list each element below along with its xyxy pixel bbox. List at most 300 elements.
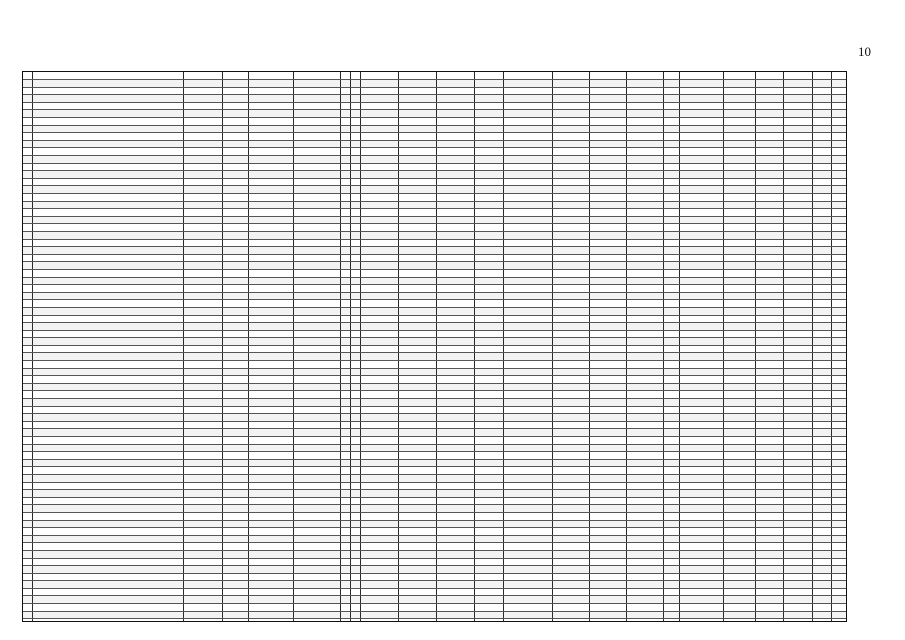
table-cell [627,178,664,186]
table-cell [350,125,360,133]
table-cell [436,459,474,467]
table-cell [590,505,627,513]
table-cell [813,391,832,399]
table-cell [474,80,503,88]
table-cell [832,262,847,270]
table-cell [724,482,756,490]
table-cell [553,118,590,126]
table-cell [756,467,784,475]
table-cell [627,490,664,498]
table-cell [813,95,832,103]
table-cell [32,110,183,118]
table-cell [756,543,784,551]
table-cell [183,140,222,148]
table-cell [474,520,503,528]
table-cell [350,368,360,376]
table-cell [293,497,340,505]
table-cell [664,102,680,110]
table-cell [680,315,724,323]
table-cell [248,330,293,338]
table-cell [784,254,813,262]
table-cell [360,178,398,186]
table-cell [398,156,436,164]
table-cell [813,505,832,513]
table-cell [832,338,847,346]
table-row [23,72,847,80]
table-cell [474,307,503,315]
table-cell [553,315,590,323]
table-cell [503,277,552,285]
table-cell [183,353,222,361]
table-cell [398,231,436,239]
table-cell [293,459,340,467]
table-cell [350,269,360,277]
table-cell [474,588,503,596]
table-cell [813,209,832,217]
table-row [23,209,847,217]
table-cell [724,588,756,596]
table-cell [436,543,474,551]
table-cell [340,520,350,528]
table-cell [590,300,627,308]
table-cell [627,528,664,536]
table-cell [503,72,552,80]
table-cell [627,277,664,285]
table-cell [360,596,398,604]
table-cell [627,535,664,543]
table-cell [398,194,436,202]
table-cell [350,497,360,505]
table-cell [248,118,293,126]
table-row [23,201,847,209]
table-cell [183,209,222,217]
table-cell [503,95,552,103]
table-cell [248,95,293,103]
table-cell [627,497,664,505]
table-cell [398,497,436,505]
table-cell [183,201,222,209]
table-cell [350,391,360,399]
table-cell [813,596,832,604]
table-cell [293,125,340,133]
table-cell [553,406,590,414]
table-cell [627,619,664,622]
table-cell [724,247,756,255]
table-cell [350,118,360,126]
table-cell [360,201,398,209]
table-cell [398,573,436,581]
table-cell [627,520,664,528]
table-cell [222,376,248,384]
table-cell [474,224,503,232]
table-cell [590,315,627,323]
table-row [23,596,847,604]
table-cell [627,558,664,566]
table-cell [590,95,627,103]
table-cell [503,307,552,315]
table-cell [724,156,756,164]
table-cell [813,566,832,574]
table-row [23,459,847,467]
table-cell [350,231,360,239]
table-cell [680,110,724,118]
table-cell [23,520,32,528]
table-cell [350,452,360,460]
table-cell [474,490,503,498]
table-cell [680,102,724,110]
table-cell [813,323,832,331]
table-cell [590,102,627,110]
table-cell [350,512,360,520]
table-cell [183,361,222,369]
table-cell [350,437,360,445]
table-row [23,224,847,232]
table-cell [503,80,552,88]
table-cell [436,201,474,209]
table-cell [832,383,847,391]
table-cell [813,163,832,171]
table-cell [360,383,398,391]
table-row [23,604,847,612]
table-cell [360,163,398,171]
table-cell [784,125,813,133]
table-cell [293,80,340,88]
table-cell [360,611,398,619]
table-cell [340,474,350,482]
table-cell [360,588,398,596]
table-cell [784,224,813,232]
table-cell [627,566,664,574]
table-cell [813,550,832,558]
table-cell [756,566,784,574]
table-cell [23,452,32,460]
table-cell [756,216,784,224]
table-cell [340,110,350,118]
table-cell [664,285,680,293]
table-cell [293,550,340,558]
table-cell [398,277,436,285]
table-cell [756,95,784,103]
table-cell [680,216,724,224]
table-cell [680,209,724,217]
table-cell [784,201,813,209]
table-cell [340,201,350,209]
table-cell [553,611,590,619]
table-cell [724,414,756,422]
table-cell [553,194,590,202]
table-cell [784,368,813,376]
table-cell [398,459,436,467]
table-cell [627,361,664,369]
table-cell [360,231,398,239]
table-cell [784,300,813,308]
table-cell [222,550,248,558]
table-cell [553,285,590,293]
table-cell [553,133,590,141]
table-cell [590,429,627,437]
table-cell [248,452,293,460]
table-cell [248,505,293,513]
table-cell [350,543,360,551]
table-cell [222,239,248,247]
table-cell [360,368,398,376]
table-cell [474,497,503,505]
table-cell [360,414,398,422]
table-cell [183,512,222,520]
table-cell [398,224,436,232]
table-cell [590,550,627,558]
table-cell [32,262,183,270]
table-cell [813,421,832,429]
table-cell [340,528,350,536]
table-cell [293,611,340,619]
table-cell [664,550,680,558]
table-cell [183,391,222,399]
table-cell [183,163,222,171]
table-cell [23,566,32,574]
table-cell [627,216,664,224]
table-cell [23,543,32,551]
table-cell [436,550,474,558]
table-cell [222,269,248,277]
table-cell [590,512,627,520]
table-cell [503,133,552,141]
table-cell [248,604,293,612]
table-cell [248,262,293,270]
table-cell [813,406,832,414]
table-row [23,247,847,255]
table-cell [503,520,552,528]
table-row [23,452,847,460]
table-cell [474,102,503,110]
table-cell [627,171,664,179]
table-cell [784,330,813,338]
table-row [23,573,847,581]
table-cell [724,353,756,361]
table-cell [553,254,590,262]
table-cell [32,133,183,141]
table-cell [724,95,756,103]
table-cell [360,330,398,338]
table-cell [350,277,360,285]
table-cell [590,285,627,293]
table-cell [724,543,756,551]
table-cell [813,239,832,247]
table-cell [503,209,552,217]
table-cell [340,566,350,574]
table-cell [398,474,436,482]
table-cell [813,148,832,156]
table-cell [724,171,756,179]
table-cell [32,140,183,148]
table-cell [340,163,350,171]
table-cell [813,338,832,346]
table-cell [32,429,183,437]
table-cell [664,133,680,141]
table-cell [784,72,813,80]
table-cell [474,353,503,361]
table-cell [23,505,32,513]
table-cell [784,444,813,452]
table-cell [398,247,436,255]
table-cell [784,474,813,482]
table-cell [248,285,293,293]
table-cell [503,224,552,232]
table-cell [590,421,627,429]
table-cell [436,429,474,437]
table-cell [436,262,474,270]
table-cell [627,315,664,323]
table-cell [784,452,813,460]
table-cell [784,118,813,126]
table-cell [23,102,32,110]
table-cell [398,376,436,384]
table-cell [293,399,340,407]
table-cell [293,437,340,445]
table-row [23,323,847,331]
table-cell [183,247,222,255]
table-cell [756,300,784,308]
table-cell [340,399,350,407]
table-cell [503,269,552,277]
table-cell [360,505,398,513]
table-cell [183,467,222,475]
table-cell [813,437,832,445]
table-cell [360,512,398,520]
table-cell [724,406,756,414]
table-cell [360,209,398,217]
table-cell [756,269,784,277]
table-row [23,361,847,369]
table-cell [627,482,664,490]
table-cell [340,171,350,179]
table-cell [784,528,813,536]
table-cell [183,118,222,126]
table-cell [756,292,784,300]
table-cell [436,178,474,186]
table-cell [680,292,724,300]
table-cell [32,512,183,520]
table-cell [293,315,340,323]
table-cell [436,216,474,224]
table-cell [503,338,552,346]
table-cell [183,300,222,308]
table-cell [813,140,832,148]
table-cell [627,201,664,209]
table-cell [183,285,222,293]
table-cell [784,512,813,520]
table-cell [756,581,784,589]
table-cell [784,87,813,95]
table-cell [340,588,350,596]
table-cell [724,474,756,482]
table-cell [503,604,552,612]
table-cell [23,247,32,255]
table-cell [222,558,248,566]
table-cell [724,269,756,277]
table-cell [436,391,474,399]
table-cell [248,406,293,414]
table-cell [398,140,436,148]
table-cell [756,604,784,612]
table-cell [813,512,832,520]
table-cell [813,399,832,407]
table-cell [474,178,503,186]
table-cell [832,186,847,194]
table-cell [590,87,627,95]
table-cell [680,467,724,475]
table-cell [293,376,340,384]
table-cell [248,543,293,551]
table-cell [503,285,552,293]
table-cell [23,619,32,622]
table-cell [350,429,360,437]
table-cell [222,619,248,622]
table-cell [398,505,436,513]
table-cell [340,452,350,460]
table-cell [590,345,627,353]
table-cell [360,376,398,384]
table-cell [724,550,756,558]
table-cell [503,239,552,247]
table-cell [360,239,398,247]
table-cell [832,520,847,528]
table-cell [813,345,832,353]
table-cell [222,201,248,209]
table-cell [248,619,293,622]
table-cell [664,194,680,202]
table-cell [23,588,32,596]
table-cell [32,505,183,513]
table-cell [553,323,590,331]
table-cell [32,391,183,399]
table-cell [32,224,183,232]
table-cell [474,95,503,103]
table-cell [32,277,183,285]
table-cell [183,444,222,452]
table-cell [436,156,474,164]
table-cell [23,171,32,179]
table-cell [398,300,436,308]
table-cell [350,353,360,361]
table-cell [590,588,627,596]
table-cell [680,383,724,391]
table-cell [23,573,32,581]
table-cell [23,269,32,277]
table-cell [664,239,680,247]
table-cell [680,452,724,460]
table-cell [293,72,340,80]
table-cell [474,118,503,126]
table-cell [784,376,813,384]
table-cell [553,512,590,520]
table-cell [222,285,248,293]
table-cell [183,573,222,581]
table-cell [360,353,398,361]
table-cell [183,125,222,133]
table-cell [756,140,784,148]
table-cell [627,300,664,308]
table-cell [293,406,340,414]
table-cell [590,209,627,217]
table-cell [293,224,340,232]
table-cell [360,300,398,308]
table-cell [360,80,398,88]
table-cell [360,474,398,482]
table-cell [553,353,590,361]
table-cell [474,573,503,581]
table-cell [32,566,183,574]
